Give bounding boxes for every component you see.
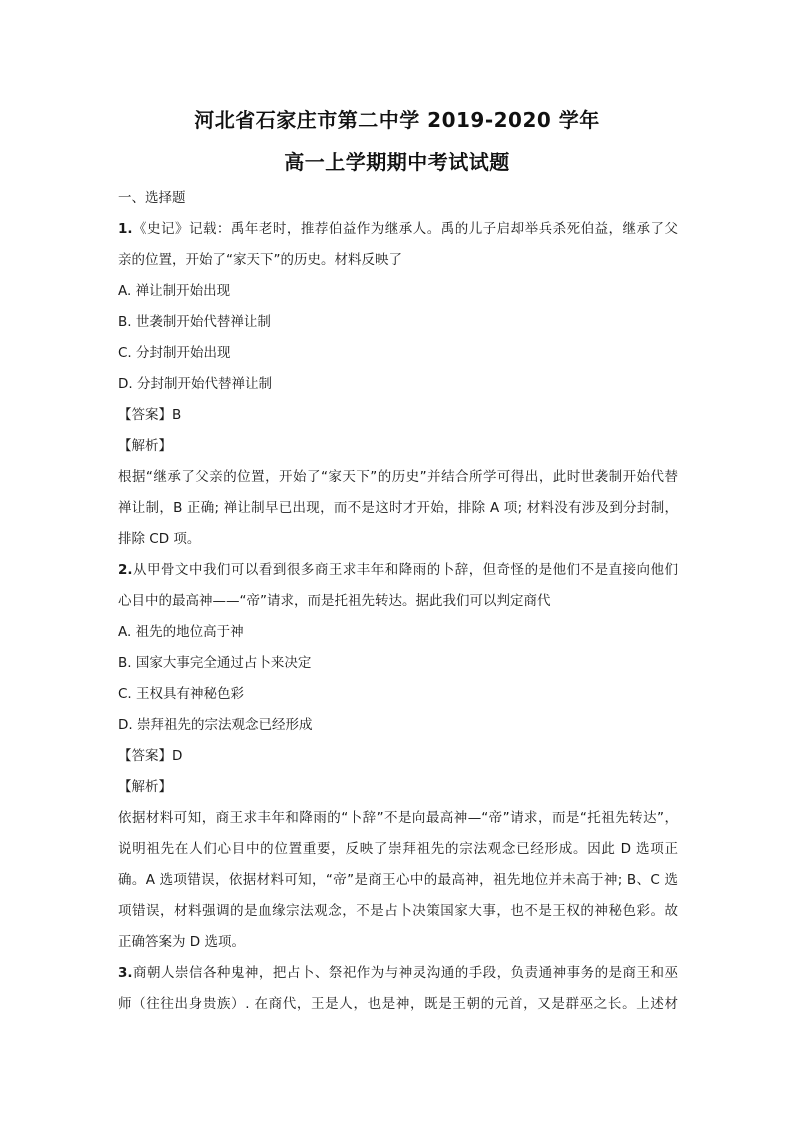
question-2-analysis-label: 【解析】 bbox=[118, 779, 172, 795]
question-3-number: 3. bbox=[118, 965, 133, 981]
question-1-analysis-row-3: 排除 CD 项。 bbox=[118, 531, 201, 547]
question-2-option-c: C. 王权具有神秘色彩 bbox=[118, 686, 245, 702]
question-1-analysis-row-2: 禅让制，B 正确; 禅让制早已出现，而不是这时才开始，排除 A 项; 材料没有涉及到分封制， bbox=[118, 500, 678, 516]
question-2-stem bbox=[118, 555, 678, 617]
question-1-analysis-row-1: 根据“继承了父亲的位置，开始了“家天下”的历史”并结合所学可得出，此时世袭制开始代替 bbox=[118, 469, 678, 485]
question-1-option-d: D. 分封制开始代替禅让制 bbox=[118, 376, 272, 392]
document-title-line-2: 高一上学期期中考试试题 bbox=[284, 150, 510, 174]
question-2-stem-text-1: 从甲骨文中我们可以看到很多商王求丰年和降雨的卜辞，但奇怪的是他们不是直接向他们 bbox=[132, 562, 678, 578]
question-1-option-b: B. 世袭制开始代替禅让制 bbox=[118, 314, 271, 330]
question-1-stem-row-1 bbox=[118, 214, 678, 245]
question-1-stem-row-2: 亲的位置，开始了“家天下”的历史。材料反映了 bbox=[118, 252, 402, 268]
question-3-stem-row-1 bbox=[118, 958, 678, 989]
document-title-line-1: 河北省石家庄市第二中学 2019-2020 学年 bbox=[194, 108, 600, 132]
question-1-stem-text-1: 《史记》记载：禹年老时，推荐伯益作为继承人。禹的儿子启却举兵杀死伯益，继承了父 bbox=[132, 221, 678, 237]
question-2-analysis-row-2: 说明祖先在人们心目中的位置重要，反映了崇拜祖先的宗法观念已经形成。因此 D 选项正 bbox=[118, 841, 678, 857]
question-2-analysis-row-4: 项错误，材料强调的是血缘宗法观念，不是占卜决策国家大事，也不是王权的神秘色彩。故 bbox=[118, 903, 678, 919]
question-1-option-c: C. 分封制开始出现 bbox=[118, 345, 231, 361]
question-2-analysis-row-3: 确。A 选项错误，依据材料可知，“帝”是商王心中的最高神，祖先地位并未高于神; B、C 选 bbox=[118, 872, 678, 888]
question-2-analysis-row-5: 正确答案为 D 选项。 bbox=[118, 934, 245, 950]
question-2-stem-row-2: 心目中的最高神——“帝”请求，而是托祖先转达。据此我们可以判定商代 bbox=[118, 593, 551, 609]
question-1-analysis-label: 【解析】 bbox=[118, 438, 172, 454]
question-3-stem-row-2: 师（往往出身贵族）. 在商代，王是人，也是神，既是王朝的元首，又是群巫之长。上述材 bbox=[118, 996, 678, 1012]
question-1-option-a: A. 禅让制开始出现 bbox=[118, 283, 231, 299]
question-2-option-d: D. 崇拜祖先的宗法观念已经形成 bbox=[118, 717, 313, 733]
question-2-answer: 【答案】D bbox=[118, 748, 183, 764]
question-1-stem bbox=[118, 214, 678, 276]
question-1-analysis bbox=[118, 462, 678, 555]
question-2-stem-row-1 bbox=[118, 555, 678, 586]
section-heading: 一、选择题 bbox=[118, 190, 186, 206]
question-2-analysis bbox=[118, 803, 678, 958]
question-1-number: 1. bbox=[118, 221, 133, 237]
question-3-stem bbox=[118, 958, 678, 1020]
question-2-number: 2. bbox=[118, 562, 133, 578]
question-2-analysis-row-1: 依据材料可知，商王求丰年和降雨的“卜辞”不是向最高神—“帝”请求，而是“托祖先转达”， bbox=[118, 810, 678, 826]
question-2-option-b: B. 国家大事完全通过占卜来决定 bbox=[118, 655, 312, 671]
question-1-answer: 【答案】B bbox=[118, 407, 182, 423]
question-3-stem-text-1: 商朝人崇信各种鬼神，把占卜、祭祀作为与神灵沟通的手段，负责通神事务的是商王和巫 bbox=[132, 965, 678, 981]
question-2-option-a: A. 祖先的地位高于神 bbox=[118, 624, 244, 640]
document-body bbox=[118, 183, 678, 1020]
